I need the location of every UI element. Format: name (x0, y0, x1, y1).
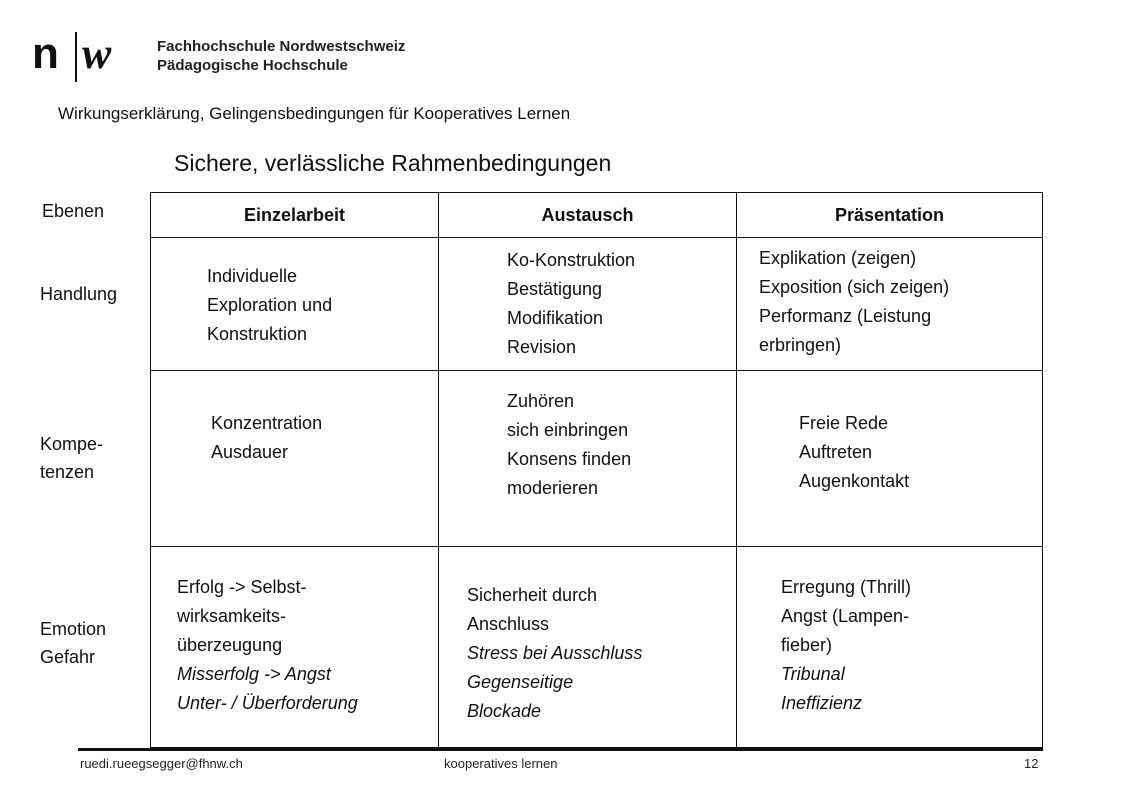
svg-text:n: n (32, 29, 59, 78)
cell-handlung-praesentation (737, 238, 1043, 371)
org-name-line-2: Pädagogische Hochschule (157, 57, 348, 74)
cell-line: Augenkontakt (799, 471, 910, 491)
cell-line: Stress bei Ausschluss (467, 643, 643, 663)
cooperative-learning-matrix (150, 192, 1043, 748)
cell-handlung-einzel (151, 238, 439, 371)
cell-line: Gegenseitige (467, 672, 574, 692)
header-row (151, 193, 1043, 238)
cell-line: Tribunal (781, 664, 845, 684)
cell-line: moderieren (507, 478, 599, 498)
cell-line: Zuhören (507, 391, 575, 411)
cell-line: Erfolg -> Selbst- (177, 577, 307, 597)
level-kompetenzen (40, 430, 103, 486)
cell-line: Ineffizienz (781, 693, 863, 713)
cell-line: Performanz (Leistung (759, 306, 932, 326)
cell-line: Bestätigung (507, 279, 603, 299)
level-emotion-line-2: Gefahr (40, 647, 96, 667)
cell-line: Ko-Konstruktion (507, 250, 636, 270)
cell-emotion-austausch (439, 547, 737, 748)
cell-kompetenzen-einzel (151, 371, 439, 547)
organization-name (157, 37, 405, 75)
slide-title: Wirkungserklärung, Gelingensbedingungen für Kooperatives Lernen (58, 104, 571, 123)
cell-line: Exposition (sich zeigen) (759, 277, 950, 297)
row-kompetenzen (151, 371, 1043, 547)
cell-line: Sicherheit durch (467, 585, 598, 605)
cell-line: Auftreten (799, 442, 873, 462)
cell-line: Misserfolg -> Angst (177, 664, 331, 684)
cell-line: Konsens finden (507, 449, 632, 469)
level-kompetenzen-line-1: Kompe- (40, 434, 104, 454)
footer-topic: kooperatives lernen (444, 756, 558, 771)
cell-line: wirksamkeits- (177, 606, 287, 626)
cell-line: Angst (Lampen- (781, 606, 910, 626)
row-emotion (151, 547, 1043, 748)
cell-line: Unter- / Überforderung (177, 693, 358, 713)
footer-divider (78, 748, 1043, 751)
org-name-line-1: Fachhochschule Nordwestschweiz (157, 38, 406, 55)
fhnw-logo (32, 28, 132, 84)
cell-emotion-einzel (151, 547, 439, 748)
cell-handlung-austausch (439, 238, 737, 371)
cell-line: Exploration und (207, 295, 333, 315)
cell-emotion-praesentation (737, 547, 1043, 748)
cell-kompetenzen-praesentation (737, 371, 1043, 547)
cell-line: Individuelle (207, 266, 298, 286)
footer-email: ruedi.rueegsegger@fhnw.ch (80, 756, 243, 771)
level-header: Ebenen (42, 201, 105, 221)
cell-line: Freie Rede (799, 413, 889, 433)
cell-line: überzeugung (177, 635, 283, 655)
svg-text:w: w (82, 29, 112, 78)
cell-line: Blockade (467, 701, 542, 721)
cell-line: Explikation (zeigen) (759, 248, 917, 268)
cell-line: Modifikation (507, 308, 604, 328)
cell-line: Anschluss (467, 614, 550, 634)
cell-line: sich einbringen (507, 420, 629, 440)
level-kompetenzen-line-2: tenzen (40, 462, 95, 482)
level-handlung: Handlung (40, 284, 118, 304)
level-emotion (40, 615, 106, 671)
cell-line: Konzentration (211, 413, 323, 433)
level-emotion-line-1: Emotion (40, 619, 107, 639)
cell-line: erbringen) (759, 335, 842, 355)
column-header-austausch: Austausch (439, 193, 737, 238)
footer-page-number: 12 (1024, 756, 1039, 771)
cell-line: Erregung (Thrill) (781, 577, 912, 597)
row-handlung (151, 238, 1043, 371)
cell-line: fieber) (781, 635, 833, 655)
cell-line: Ausdauer (211, 442, 289, 462)
column-header-einzelarbeit: Einzelarbeit (151, 193, 439, 238)
cell-line: Konstruktion (207, 324, 308, 344)
cell-line: Revision (507, 337, 577, 357)
column-header-praesentation: Präsentation (737, 193, 1043, 238)
matrix-heading: Sichere, verlässliche Rahmenbedingungen (174, 150, 612, 176)
cell-kompetenzen-austausch (439, 371, 737, 547)
